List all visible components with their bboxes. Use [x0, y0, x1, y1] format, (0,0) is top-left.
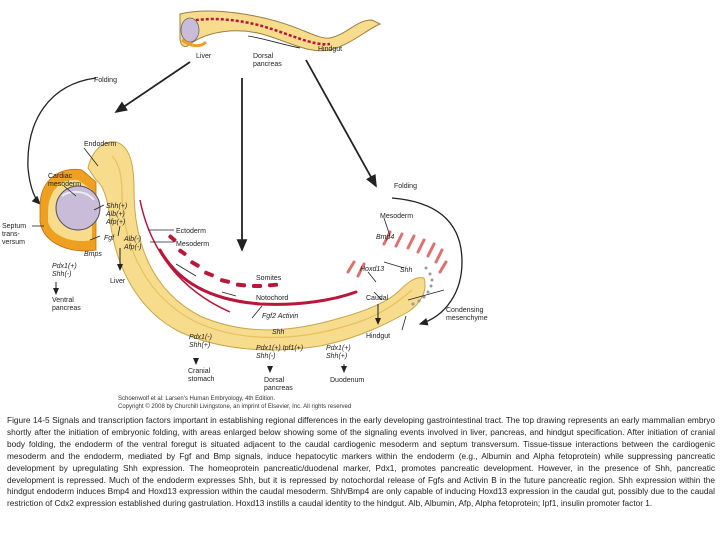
top-embryo [180, 11, 380, 51]
label-pdx1-ipf1-shh: Pdx1(+) Ipf1(+) Shh(-) [256, 345, 304, 360]
label-liver-top: Liver [196, 53, 212, 60]
label-ectoderm: Ectoderm [176, 228, 206, 235]
label-shh-bottom: Shh [272, 329, 285, 336]
label-liver-bottom: Liver [110, 278, 126, 285]
label-duodenum: Duodenum [330, 377, 365, 384]
label-somites: Somites [256, 275, 282, 282]
label-septum-transversum: Septum trans-versum [2, 223, 27, 246]
label-pdx1-shh-right: Pdx1(+) Shh(+) [326, 345, 351, 360]
label-cranial-stomach: Cranial stomach [188, 368, 215, 383]
label-cardiac-mesoderm: Cardiac mesoderm [48, 173, 82, 188]
label-bmp4: Bmp4 [376, 234, 395, 241]
label-hindgut-top: Hindgut [318, 46, 343, 53]
label-bmps: Bmps [84, 251, 102, 258]
label-dorsal-pancreas-bottom: Dorsal pancreas [264, 377, 293, 392]
figure-caption [7, 415, 715, 510]
arrow-to-hindgut-region [306, 60, 376, 186]
label-pdx1-shh-center: Pdx1(-) Shh(+) [189, 334, 212, 349]
credit-line-1: Schoenwolf et al: Larsen's Human Embryology, 4th Edition. [118, 396, 276, 402]
label-ventral-pancreas: Ventral pancreas [52, 297, 81, 312]
label-caudal: Caudal [366, 295, 389, 302]
label-alb-afp-neg: Alb(-) Afp(-) [124, 236, 142, 251]
label-hoxd13: Hoxd13 [360, 266, 385, 273]
label-fgf: Fgf [104, 235, 115, 242]
label-mesoderm-right: Mesoderm [380, 213, 414, 220]
label-shh-alb-afp-pos: Shh(+) Alb(+) Afp(+) [106, 203, 128, 226]
label-shh-right: Shh [400, 267, 413, 274]
credit-line-2: Copyright © 2008 by Churchill Livingstone, an imprint of Elsevier, Inc. All rights reserved [118, 404, 352, 410]
label-folding-left: Folding [94, 77, 117, 84]
label-hindgut-bottom: Hindgut [366, 333, 391, 340]
label-endoderm: Endoderm [84, 141, 117, 148]
caption-text: Figure 14-5 Signals and transcription factors important in establishing regional differences in the early developing gastrointestinal tract. The top drawing represents an early mammalian embryo shortly after the initiation of embryonic folding, with areas enlarged below showing some of the signaling events involved in liver, pancreas, and hindgut specification. After initiation of cranial body folding, the endoderm of the ventral foregut is situated adjacent to the caudal cardiogenic mesoderm and septum transversum. Tissue-tissue interactions between the cardiogenic mesoderm and the endoderm, mediated by Fgf and Bmp signals, induce hepatocytic markers within the endoderm (e.g., Albumin and Alpha fetoprotein) while suppressing pancreatic development by upregulating Shh expression. The homeoprotein pancreatic/duodenal marker, Pdx1, promotes pancreatic development. However, in the presence of Shh, pancreatic development is repressed. Much of the endoderm expresses Shh, but it is repressed by notochordal release of Fgfs and Activin B in the future pancreatic region. Shh expression within the hindgut endoderm induces Bmp4 and Hoxd13 expression within the caudal mesoderm. Shh/Bmp4 are only capable of inducing Hoxd13 expression in the caudal gut, possibly due to the caudal restriction of Cdx2 expression established during gastrulation. Hoxd13 instills a caudal identity to the hindgut. Alb, Albumin, Afp, Alpha fetoprotein; Ipf1, insulin promoter factor 1. [7, 415, 715, 509]
label-condensing-mesenchyme: Condensing mesenchyme [446, 307, 488, 322]
label-pdx1-shh-left: Pdx1(+) Shh(-) [52, 263, 77, 278]
label-dorsal-pancreas-top: Dorsal pancreas [253, 53, 282, 68]
arrow-to-liver-region [116, 62, 190, 112]
label-folding-right: Folding [394, 183, 417, 190]
label-mesoderm-left: Mesoderm [176, 241, 210, 248]
label-notochord: Notochord [256, 295, 289, 302]
label-fgf2-activin: Fgf2 Activin [262, 313, 299, 320]
